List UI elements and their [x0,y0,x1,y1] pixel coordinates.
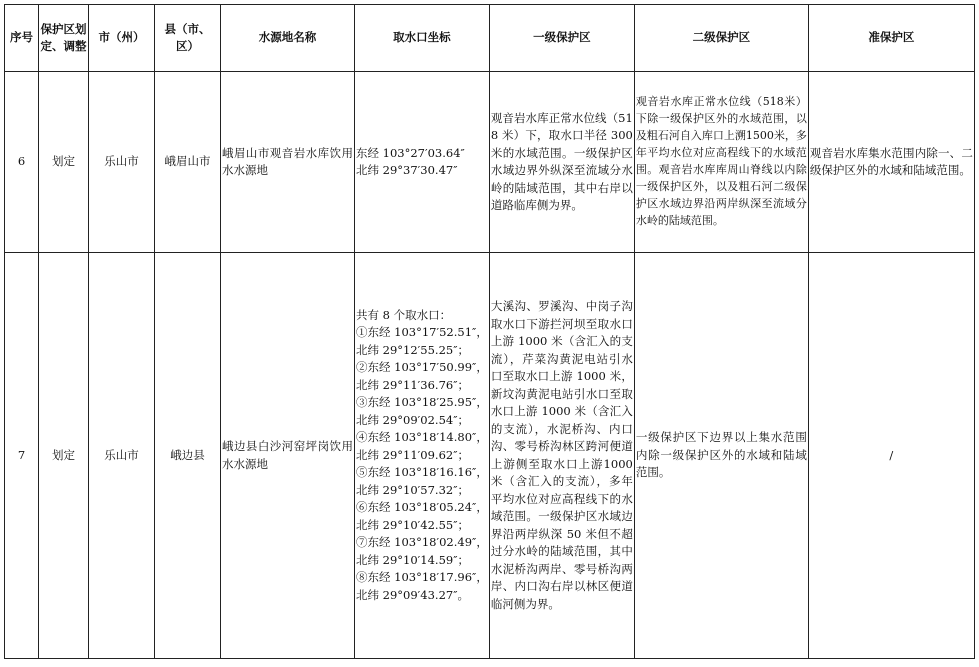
header-quasi: 准保护区 [808,5,974,72]
header-source-name: 水源地名称 [221,5,355,72]
header-row [5,5,975,72]
coord-line: 东经 103°27′03.64″ [356,145,465,160]
cell-city: 乐山市 [89,72,155,253]
header-level1: 一级保护区 [489,5,634,72]
cell-action: 划定 [39,253,89,659]
header-county: 县（市、区） [155,5,221,72]
coord-line: 北纬 29°37′30.47″ [356,163,458,177]
protection-zone-table-page [4,4,975,659]
cell-county: 峨眉山市 [155,72,221,253]
coord-line: 北纬 29°11′36.76″； [356,377,470,392]
header-level2: 二级保护区 [634,5,808,72]
coord-line: ②东经 103°17′50.99″， [356,360,488,375]
coord-line: 北纬 29°09′02.54″； [356,412,470,427]
coord-line: ⑦东经 103°18′02.49″， [356,535,488,550]
header-city: 市（州） [89,5,155,72]
cell-level1: 大溪沟、罗溪沟、中岗子沟取水口下游拦河坝至取水口上游 1000 米（含汇入的支流），芹菜沟黄泥电站引水口至取水口上游 1000 米，新坟沟黄泥电站引水口至取水口上游 1000 米（含汇入的支流），水泥桥沟、内口沟、零号桥沟林区跨河便道上游侧至取水口上游1000米（含汇入的支流），多年平均水位对应高程线下的水域范围。一级保护区水域边界沿两岸纵深 50 米但不超过分水岭的陆域范围，其中水泥桥沟两岸、零号桥沟两岸、内口沟右岸以林区便道临河侧为界。 [489,253,634,659]
cell-county: 峨边县 [155,253,221,659]
header-intake-coords: 取水口坐标 [355,5,490,72]
cell-quasi: 观音岩水库集水范围内除一、二级保护区外的水域和陆域范围。 [808,72,974,253]
cell-coords [355,253,490,659]
cell-level2: 一级保护区下边界以上集水范围内除一级保护区外的水域和陆域范围。 [634,253,808,659]
cell-city: 乐山市 [89,253,155,659]
table-row [5,253,975,659]
header-zone-action: 保护区划定、调整 [39,5,89,72]
cell-seq: 7 [5,253,39,659]
coord-line: 北纬 29°10′14.59″； [356,552,470,567]
cell-quasi: / [808,253,974,659]
coord-line: 北纬 29°11′09.62″； [356,447,470,462]
coord-line: 北纬 29°12′55.25″； [356,342,470,357]
protection-zone-table [4,4,975,659]
cell-source-name: 峨边县白沙河窑坪岗饮用水水源地 [221,253,355,659]
coord-line: 共有 8 个取水口： [356,307,452,322]
coord-line: 北纬 29°10′42.55″； [356,517,470,532]
coord-line: ⑧东经 103°18′17.96″， [356,570,488,585]
cell-seq: 6 [5,72,39,253]
cell-coords [355,72,490,253]
coord-line: ③东经 103°18′25.95″， [356,395,488,410]
coord-line: ⑤东经 103°18′16.16″， [356,465,488,480]
table-row [5,72,975,253]
coord-line: 北纬 29°09′43.27″。 [356,587,470,602]
coord-line: 北纬 29°10′57.32″； [356,482,470,497]
cell-source-name: 峨眉山市观音岩水库饮用水水源地 [221,72,355,253]
cell-level1: 观音岩水库正常水位线（518 米）下，取水口半径 300 米的水域范围。一级保护区水域边界外纵深至流域分水岭的陆域范围，其中右岸以道路临库侧为界。 [489,72,634,253]
cell-level2: 观音岩水库正常水位线（518米）下除一级保护区外的水域范围，以及粗石河自入库口上溯1500米，多年平均水位对应高程线下的水域范围。观音岩水库库周山脊线以内除一级保护区外，以及粗石河二级保护区水域边界沿两岸纵深至流域分水岭的陆域范围。 [634,72,808,253]
cell-action: 划定 [39,72,89,253]
coord-line: ⑥东经 103°18′05.24″， [356,500,488,515]
coord-line: ④东经 103°18′14.80″， [356,430,488,445]
header-seq: 序号 [5,5,39,72]
coord-line: ①东经 103°17′52.51″， [356,325,488,340]
